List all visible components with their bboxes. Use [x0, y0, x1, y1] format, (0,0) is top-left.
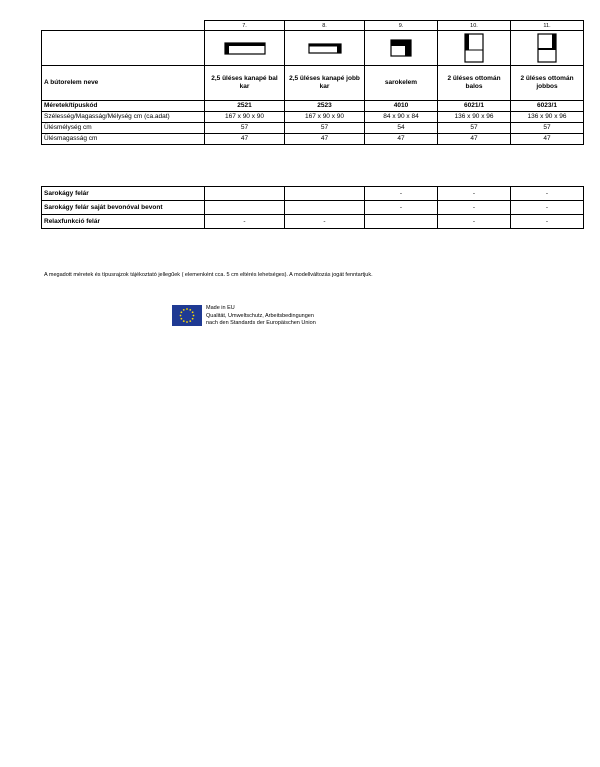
- eu-line-2: Qualität, Umweltschutz, Arbeitsbedingungen: [206, 312, 314, 319]
- seat-depth: 57: [438, 123, 511, 134]
- eu-star: [183, 320, 185, 322]
- sofa-right-arm-icon: [308, 41, 342, 55]
- seat-depth: 54: [365, 123, 438, 134]
- type-code: 2521: [205, 101, 285, 112]
- dimensions: 84 x 90 x 84: [365, 112, 438, 123]
- surcharge-value: [285, 201, 365, 215]
- relax-row: [42, 215, 584, 229]
- seat-height-row: [42, 134, 584, 145]
- surcharge-value: -: [438, 187, 511, 201]
- column-number: 9.: [365, 21, 438, 31]
- eu-star: [180, 311, 182, 313]
- eu-star: [180, 315, 182, 317]
- product-name: sarokelem: [365, 66, 438, 101]
- corner-element-icon: [390, 39, 412, 57]
- seat-depth: 57: [285, 123, 365, 134]
- type-code: 6023/1: [511, 101, 584, 112]
- seat-depth: 57: [511, 123, 584, 134]
- icon-row: [42, 31, 584, 66]
- type-code: 2523: [285, 101, 365, 112]
- type-code: 4010: [365, 101, 438, 112]
- column-number-row: [42, 21, 584, 31]
- eu-star: [193, 315, 195, 317]
- column-number: 8.: [285, 21, 365, 31]
- corner-own-cover-row: [42, 201, 584, 215]
- surcharge-value: -: [285, 215, 365, 229]
- row-label: Sarokágy felár saját bevonóval bevont: [42, 201, 205, 215]
- product-name: 2,5 üléses kanapé bal kar: [205, 66, 285, 101]
- eu-star: [186, 308, 188, 310]
- seat-height: 47: [365, 134, 438, 145]
- row-label: Relaxfunkció felár: [42, 215, 205, 229]
- seat-height: 47: [285, 134, 365, 145]
- surcharge-value: -: [511, 215, 584, 229]
- column-number: 10.: [438, 21, 511, 31]
- disclaimer-note: A megadott méretek és típusrajzok tájékoztató jellegűek ( elemenként cca. 5 cm eltérés lehetséges). A modellváltozás jogát fenntartjuk.: [44, 272, 373, 278]
- product-spec-table: [41, 20, 584, 145]
- sofa-left-arm-icon: [224, 40, 266, 56]
- surcharge-value: -: [365, 201, 438, 215]
- type-code: 6021/1: [438, 101, 511, 112]
- corner-surcharge-row: [42, 187, 584, 201]
- surcharge-value: [205, 187, 285, 201]
- eu-star: [189, 309, 191, 311]
- eu-star: [186, 321, 188, 323]
- surcharge-value: -: [438, 215, 511, 229]
- ottoman-left-icon: [464, 33, 484, 63]
- surcharge-value: -: [205, 215, 285, 229]
- eu-line-3: nach den Standards der Europäischen Union: [206, 320, 316, 326]
- product-name: 2 üléses ottomán jobbos: [511, 66, 584, 101]
- surcharge-table: [41, 186, 584, 229]
- seat-height: 47: [511, 134, 584, 145]
- surcharge-value: -: [511, 201, 584, 215]
- dims-row: [42, 112, 584, 123]
- row-label: Sarokágy felár: [42, 187, 205, 201]
- row-label: Méretek/típuskód: [42, 101, 205, 112]
- surcharge-value: -: [365, 187, 438, 201]
- row-label: Ülésmagasság cm: [42, 134, 205, 145]
- eu-star: [189, 320, 191, 322]
- column-number: 11.: [511, 21, 584, 31]
- row-label: Ülésmélység cm: [42, 123, 205, 134]
- surcharge-value: -: [511, 187, 584, 201]
- product-name: 2 üléses ottomán balos: [438, 66, 511, 101]
- ottoman-right-icon: [537, 33, 557, 63]
- seat-depth-row: [42, 123, 584, 134]
- surcharge-value: [285, 187, 365, 201]
- surcharge-value: [365, 215, 438, 229]
- eu-star: [192, 311, 194, 313]
- eu-star: [183, 309, 185, 311]
- eu-flag-icon: [172, 305, 202, 326]
- seat-height: 47: [438, 134, 511, 145]
- dimensions: 167 x 90 x 90: [205, 112, 285, 123]
- row-label: Szélesség/Magasság/Mélység cm (ca.adat): [42, 112, 205, 123]
- seat-depth: 57: [205, 123, 285, 134]
- code-row: [42, 101, 584, 112]
- eu-line-1: Made in EU: [206, 305, 235, 311]
- product-name: 2,5 üléses kanapé jobb kar: [285, 66, 365, 101]
- dimensions: 136 x 90 x 96: [438, 112, 511, 123]
- eu-star: [180, 318, 182, 320]
- surcharge-value: [205, 201, 285, 215]
- seat-height: 47: [205, 134, 285, 145]
- row-label: A bútorelem neve: [42, 66, 205, 101]
- dimensions: 167 x 90 x 90: [285, 112, 365, 123]
- name-row: [42, 66, 584, 101]
- column-number: 7.: [205, 21, 285, 31]
- surcharge-value: -: [438, 201, 511, 215]
- dimensions: 136 x 90 x 96: [511, 112, 584, 123]
- eu-star: [192, 318, 194, 320]
